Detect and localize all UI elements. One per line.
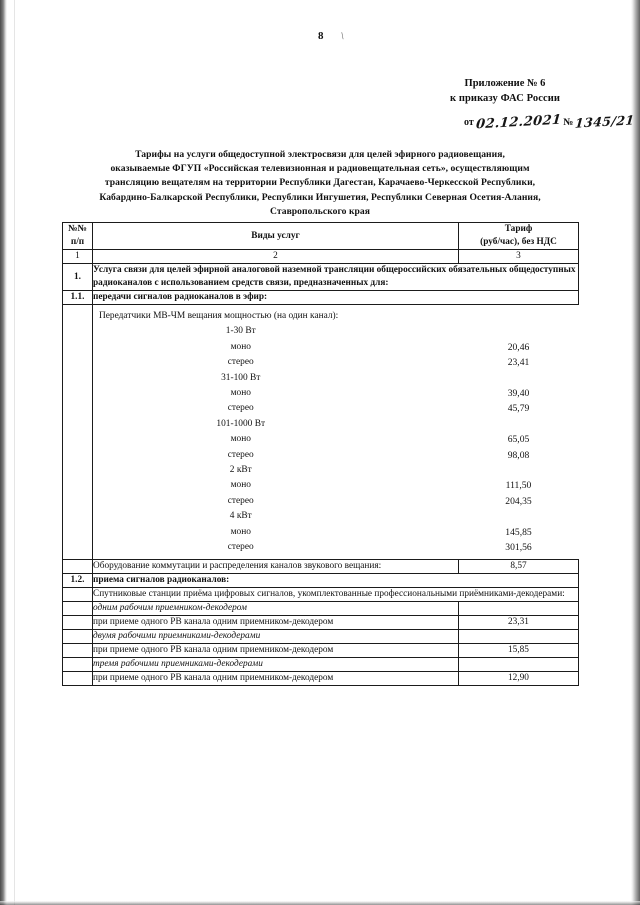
order-reference-line xyxy=(464,112,637,133)
table-row-transmitters xyxy=(63,305,579,560)
commutation-number-cell xyxy=(63,559,93,573)
appendix-line-2: к приказу ФАС России xyxy=(449,93,561,104)
page-margin-mark: \ xyxy=(340,30,345,43)
order-prefix: от xyxy=(464,117,474,128)
table-row-section-1-2 xyxy=(63,573,579,587)
decoder-group-title-price-spacer xyxy=(459,657,579,671)
title-line-1: Тарифы на услуги общедоступной электросвязи для целей эфирного радиовещания, xyxy=(135,149,505,160)
mode-row xyxy=(93,494,579,509)
power-label: 2 кВт xyxy=(229,465,252,476)
transmitter-price-list xyxy=(93,305,579,559)
page-number: 8 xyxy=(318,30,324,42)
power-label-spacer xyxy=(459,371,579,386)
mode-row xyxy=(93,340,579,355)
table-row-decoder-group-title xyxy=(63,657,579,671)
title-line-5: Ставропольского края xyxy=(269,205,370,217)
order-number-sign: № xyxy=(563,117,574,128)
section-1-1-text: передачи сигналов радиоканалов в эфир: xyxy=(93,291,579,305)
power-label-spacer xyxy=(459,417,579,432)
column-number-3: 3 xyxy=(459,250,579,264)
mode-label: моно xyxy=(230,480,251,491)
header-cell-tariff xyxy=(459,223,579,250)
satellite-text: Спутниковые станции приёма цифровых сигналов, укомплектованные профессиональными приёмниками-декодерами: xyxy=(93,587,579,601)
decoder-group-number-cell xyxy=(63,657,93,671)
transmitters-heading: Передатчики МВ-ЧМ вещания мощностью (на один канал): xyxy=(99,311,339,321)
header-tariff-line-2: (руб/час), без НДС xyxy=(480,237,557,247)
mode-label: моно xyxy=(230,526,251,537)
order-number-handwritten: 1345/21 xyxy=(574,112,636,131)
mode-price: 204,35 xyxy=(505,495,532,507)
decoder-item-number-cell xyxy=(63,615,93,629)
mode-price: 145,85 xyxy=(505,526,532,538)
document-title xyxy=(62,148,578,219)
appendix-line-1: Приложение № 6 xyxy=(464,78,546,89)
table-header-row xyxy=(63,223,579,250)
decoder-item-text: при приеме одного РВ канала одним приемником-декодером xyxy=(93,671,459,685)
table-row-section-1 xyxy=(63,264,579,291)
decoder-item-price: 12,90 xyxy=(459,671,579,685)
power-label-spacer xyxy=(459,463,579,478)
decoder-group-title: двумя рабочими приемниками-декодерами xyxy=(93,629,459,643)
order-date-handwritten: 02.12.2021 xyxy=(475,112,562,133)
power-label: 101-1000 Вт xyxy=(216,418,266,429)
header-number-line-2: п/п xyxy=(70,237,85,247)
mode-label: стерео xyxy=(227,403,254,414)
section-1-text: Услуга связи для целей эфирной аналоговой наземной трансляции общероссийских обязательных общедоступных радиоканалов с использованием средств связи, предназначенных для: xyxy=(93,264,579,291)
decoder-group-title: тремя рабочими приемниками-декодерами xyxy=(93,657,459,671)
mode-row xyxy=(93,540,579,558)
mode-row xyxy=(93,448,579,463)
table-column-number-row xyxy=(63,250,579,264)
mode-row xyxy=(93,401,579,416)
mode-label: моно xyxy=(230,341,251,352)
commutation-text: Оборудование коммутации и распределения каналов звукового вещания: xyxy=(93,559,459,573)
decoder-item-text: при приеме одного РВ канала одним приемником-декодером xyxy=(93,615,459,629)
transmitters-heading-row xyxy=(93,305,579,324)
mode-row xyxy=(93,355,579,370)
mode-price: 98,08 xyxy=(507,449,530,461)
table-row-decoder-group-title xyxy=(63,629,579,643)
tariff-table xyxy=(62,222,579,686)
mode-price: 45,79 xyxy=(507,403,530,415)
mode-price: 111,50 xyxy=(505,480,532,492)
section-1-2-text: приема сигналов радиоканалов: xyxy=(93,573,579,587)
mode-price: 39,40 xyxy=(507,388,530,400)
transmitters-number-cell xyxy=(63,305,93,560)
power-label: 1-30 Вт xyxy=(225,326,256,337)
power-group-row xyxy=(93,463,579,478)
power-group-row xyxy=(93,324,579,339)
header-number-line-1: №№ xyxy=(68,224,87,234)
section-1-number: 1. xyxy=(63,264,93,291)
table-row-decoder-item xyxy=(63,671,579,685)
decoder-group-number-cell xyxy=(63,601,93,615)
mode-label: моно xyxy=(230,434,251,445)
table-row-section-1-1 xyxy=(63,291,579,305)
header-tariff-line-1: Тариф xyxy=(504,224,533,234)
decoder-item-text: при приеме одного РВ канала одним приемником-декодером xyxy=(93,643,459,657)
power-group-row xyxy=(93,509,579,524)
table-row-decoder-item xyxy=(63,615,579,629)
mode-label: моно xyxy=(230,388,251,399)
mode-label: стерео xyxy=(227,542,254,553)
column-number-1: 1 xyxy=(63,250,93,264)
decoder-group-title-price-spacer xyxy=(459,629,579,643)
title-line-4: Кабардино-Балкарской Республики, Республики Ингушетия, Республики Северная Осетия-Алания, xyxy=(99,191,541,203)
mode-row xyxy=(93,432,579,447)
column-number-2: 2 xyxy=(93,250,459,264)
title-line-2: оказываемые ФГУП «Российская телевизионная и радиовещательная сеть», осуществляющим xyxy=(110,163,530,175)
decoder-group-number-cell xyxy=(63,629,93,643)
decoder-group-title: одним рабочим приемником-декодером xyxy=(93,601,459,615)
header-cell-service: Виды услуг xyxy=(93,223,459,250)
decoder-group-title-price-spacer xyxy=(459,601,579,615)
mode-label: стерео xyxy=(227,449,254,460)
header-cell-number xyxy=(63,223,93,250)
mode-price: 65,05 xyxy=(507,434,530,446)
satellite-number-cell xyxy=(63,587,93,601)
power-label: 31-100 Вт xyxy=(221,372,261,383)
power-label-spacer xyxy=(459,324,579,339)
table-row-decoder-item xyxy=(63,643,579,657)
power-label: 4 кВт xyxy=(229,511,252,522)
transmitters-cell xyxy=(93,305,579,560)
power-label-spacer xyxy=(459,509,579,524)
decoder-item-number-cell xyxy=(63,643,93,657)
decoder-item-price: 23,31 xyxy=(459,615,579,629)
title-line-3: трансляцию вещателям на территории Республики Дагестан, Карачаево-Черкесской Республики, xyxy=(104,177,536,189)
decoder-item-price: 15,85 xyxy=(459,643,579,657)
mode-price: 301,56 xyxy=(505,542,532,554)
decoder-item-number-cell xyxy=(63,671,93,685)
commutation-price: 8,57 xyxy=(459,559,579,573)
table-row-commutation xyxy=(63,559,579,573)
mode-row xyxy=(93,525,579,540)
mode-label: стерео xyxy=(227,357,254,368)
mode-price: 20,46 xyxy=(507,341,530,353)
transmitters-heading-spacer xyxy=(459,305,579,324)
power-group-row xyxy=(93,417,579,432)
table-row-decoder-group-title xyxy=(63,601,579,615)
table-row-satellite xyxy=(63,587,579,601)
power-group-row xyxy=(93,371,579,386)
appendix-block xyxy=(400,76,610,106)
mode-price: 23,41 xyxy=(507,357,530,369)
section-1-1-number: 1.1. xyxy=(63,291,93,305)
mode-row xyxy=(93,478,579,493)
mode-row xyxy=(93,386,579,401)
mode-label: стерео xyxy=(227,495,254,506)
section-1-2-number: 1.2. xyxy=(63,573,93,587)
